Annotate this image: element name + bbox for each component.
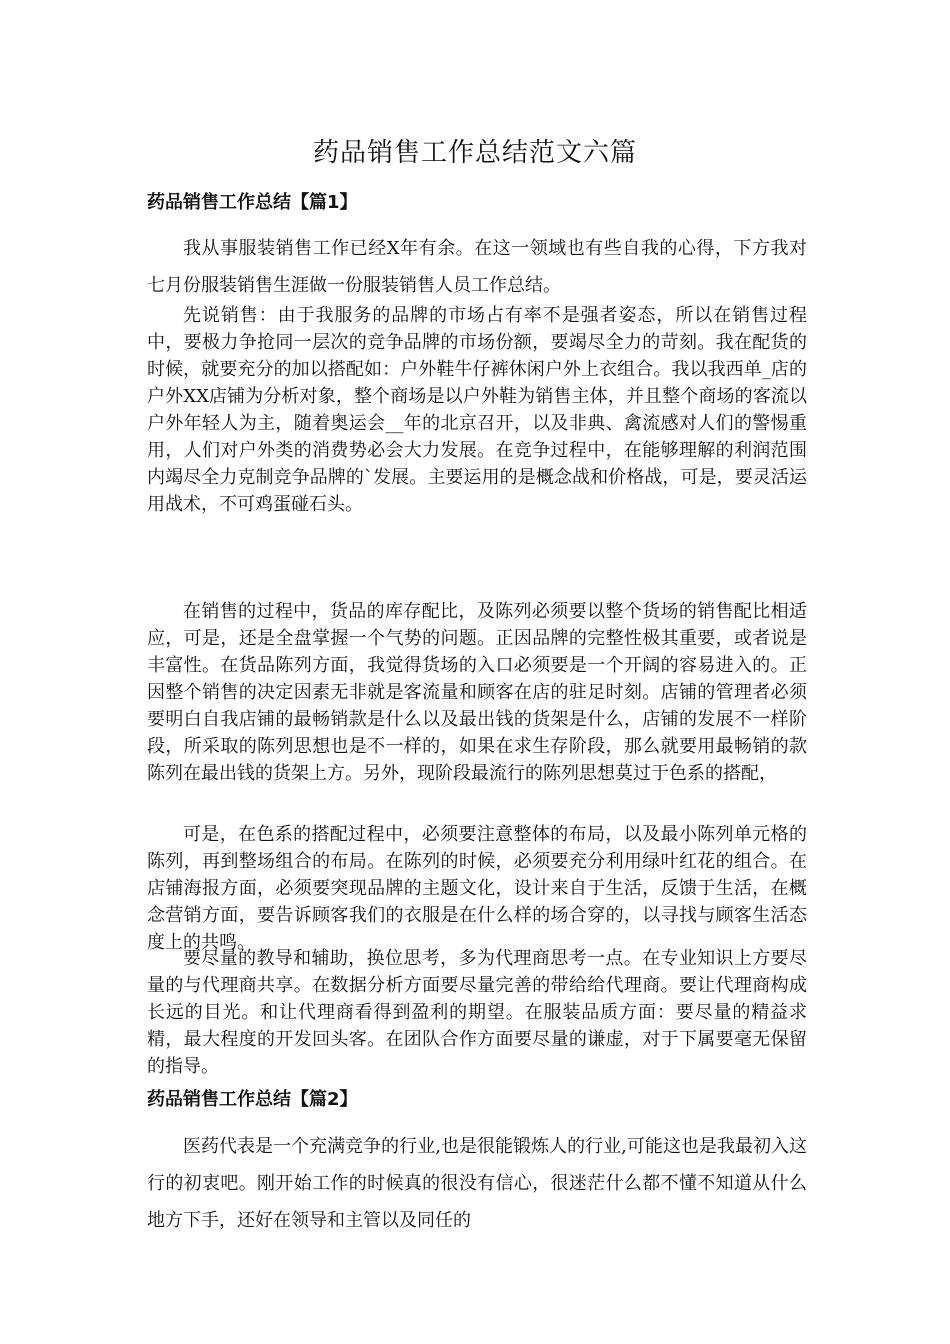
document-title: 药品销售工作总结范文六篇	[312, 138, 637, 168]
section-heading-1: 药品销售工作总结【篇1】	[147, 192, 358, 213]
paragraph: 可是，在色系的搭配过程中，必须要注意整体的布局，以及最小陈列单元格的陈列，再到整场组合的布局。在陈列的时候，必须要充分利用绿叶红花的组合。在店铺海报方面，必须要突现品牌的主题文化，设计来自于生活，反馈于生活，在概念营销方面，要告诉顾客我们的衣服是在什么样的场合穿的，以寻找与顾客生活态度上的共鸣。	[147, 824, 807, 953]
paragraph: 我从事服装销售工作已经X年有余。在这一领域也有些自我的心得，下方我对七月份服装销售生涯做一份服装销售人员工作总结。	[147, 238, 807, 296]
paragraph: 要尽量的教导和辅助，换位思考，多为代理商思考一点。在专业知识上方要尽量的与代理商共享。在数据分析方面要尽量完善的带给给代理商。要让代理商构成长远的目光。和让代理商看得到盈利的期望。在服装品质方面：要尽量的精益求精，最大程度的开发回头客。在团队合作方面要尽量的谦虚，对于下属要毫无保留的指导。	[147, 948, 807, 1077]
paragraph: 医药代表是一个充满竞争的行业,也是很能锻炼人的行业,可能这也是我最初入这行的初衷吧。刚开始工作的时候真的很没有信心，很迷茫什么都不懂不知道从什么地方下手，还好在领导和主管以及同任的	[147, 1136, 807, 1231]
paragraph: 先说销售：由于我服务的品牌的市场占有率不是强者姿态，所以在销售过程中，要极力争抢同一层次的竞争品牌的市场份额，要竭尽全力的苛刻。我在配货的时候，就要充分的加以搭配如：户外鞋牛仔裤休闲户外上衣组合。我以我西单_店的户外XX店铺为分析对象，整个商场是以户外鞋为销售主体，并且整个商场的客流以户外年轻人为主，随着奥运会__年的北京召开，以及非典、禽流感对人们的警惕重用，人们对户外类的消费势必会大力发展。在竞争过程中，在能够理解的利润范围内竭尽全力克制竞争品牌的`发展。主要运用的是概念战和价格战，可是，要灵活运用战术，不可鸡蛋碰石头。	[147, 305, 807, 515]
paragraph: 在销售的过程中，货品的库存配比，及陈列必须要以整个货场的销售配比相适应，可是，还是全盘掌握一个气势的问题。正因品牌的完整性极其重要，或者说是丰富性。在货品陈列方面，我觉得货场的入口必须要是一个开阔的容易进入的。正因整个销售的决定因素无非就是客流量和顾客在店的驻足时刻。店铺的管理者必须要明白自我店铺的最畅销款是什么以及最出钱的货架是什么，店铺的发展不一样阶段，所采取的陈列思想也是不一样的，如果在求生存阶段，那么就要用最畅销的款陈列在最出钱的货架上方。另外，现阶段最流行的陈列思想莫过于色系的搭配，	[147, 601, 807, 784]
section-heading-2: 药品销售工作总结【篇2】	[147, 1089, 358, 1110]
